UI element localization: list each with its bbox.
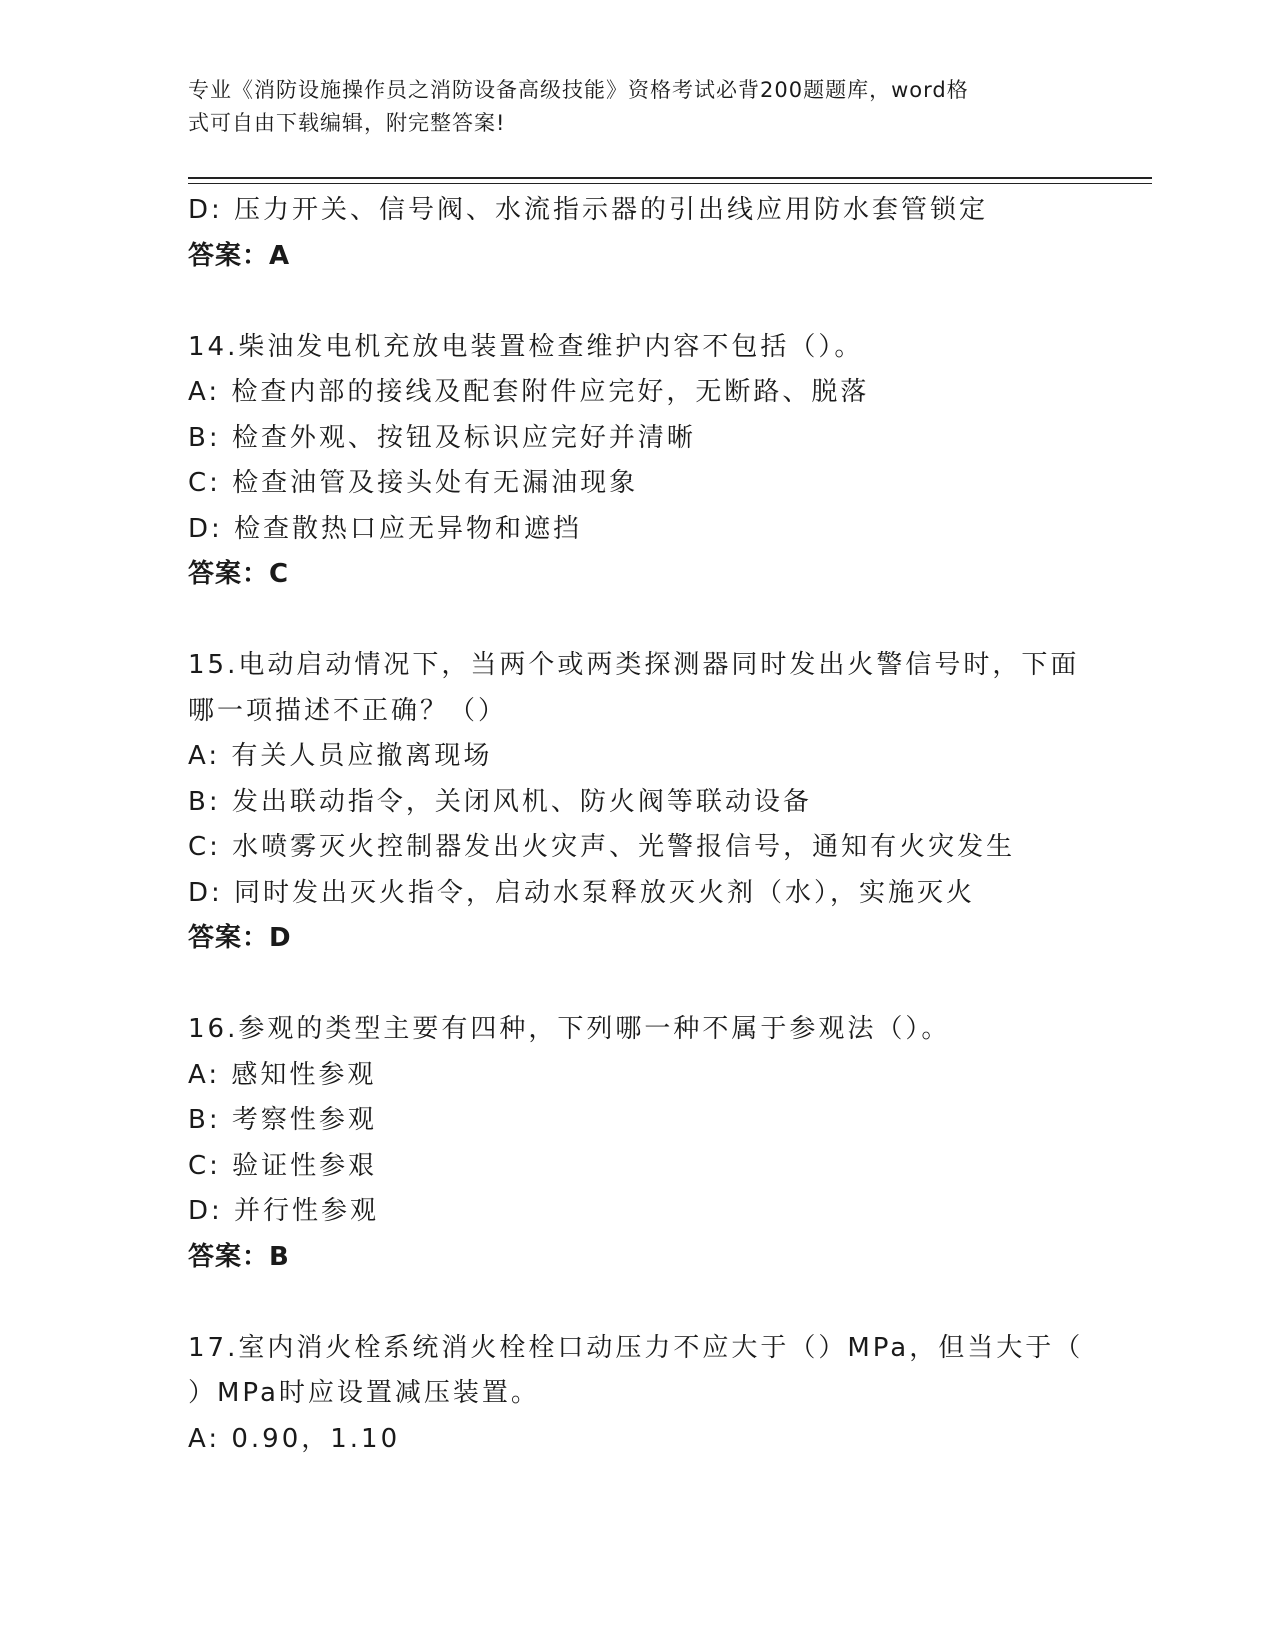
question-list — [188, 188, 1088, 1462]
question-stem-cont: ）MPa时应设置减压装置。 — [188, 1378, 540, 1408]
answer: 答案：C — [188, 559, 290, 589]
page-header — [188, 74, 1068, 140]
option-c: C: 验证性参艰 — [188, 1150, 378, 1181]
option-b: B: 检查外观、按钮及标识应完好并清晰 — [188, 422, 696, 453]
question-16 — [188, 1007, 1088, 1280]
option-d: D: 检查散热口应无异物和遮挡 — [188, 513, 583, 544]
option-d: D: 并行性参观 — [188, 1196, 380, 1226]
answer: 答案：B — [188, 1241, 290, 1272]
option-b: B: 考察性参观 — [188, 1105, 377, 1135]
header-divider-thin — [188, 183, 1152, 184]
question-17 — [188, 1326, 1088, 1463]
option-c: C: 水喷雾灭火控制器发出火灾声、光警报信号，通知有火灾发生 — [188, 832, 1016, 862]
option-b: B: 发出联动指令，关闭风机、防火阀等联动设备 — [188, 786, 812, 817]
question-stem: 16.参观的类型主要有四种，下列哪一种不属于参观法（）。 — [188, 1014, 951, 1044]
option-d: D: 压力开关、信号阀、水流指示器的引出线应用防水套管锁定 — [188, 195, 989, 225]
question-14 — [188, 325, 1088, 598]
header-divider-thick — [188, 177, 1152, 179]
option-d: D: 同时发出灭火指令，启动水泵释放灭火剂（水），实施灭火 — [188, 877, 976, 908]
question-stem: 17.室内消火栓系统消火栓栓口动压力不应大于（）MPa，但当大于（ — [188, 1332, 1084, 1363]
question-stem: 15.电动启动情况下，当两个或两类探测器同时发出火警信号时，下面 — [188, 650, 1080, 680]
option-a: A: 检查内部的接线及配套附件应完好，无断路、脱落 — [188, 377, 870, 407]
question-stem-cont: 哪一项描述不正确？（） — [188, 695, 508, 726]
option-a: A: 0.90，1.10 — [188, 1423, 401, 1454]
header-line-2: 式可自由下载编辑，附完整答案! — [188, 111, 506, 135]
question-15 — [188, 643, 1088, 962]
answer: 答案：A — [188, 240, 291, 271]
question-stem: 14.柴油发电机充放电装置检查维护内容不包括（）。 — [188, 331, 864, 362]
header-line-1: 专业《消防设施操作员之消防设备高级技能》资格考试必背200题题库，word格 — [188, 78, 969, 102]
option-a: A: 有关人员应撤离现场 — [188, 741, 493, 771]
answer: 答案：D — [188, 923, 292, 953]
option-a: A: 感知性参观 — [188, 1059, 377, 1090]
option-c: C: 检查油管及接头处有无漏油现象 — [188, 468, 639, 498]
